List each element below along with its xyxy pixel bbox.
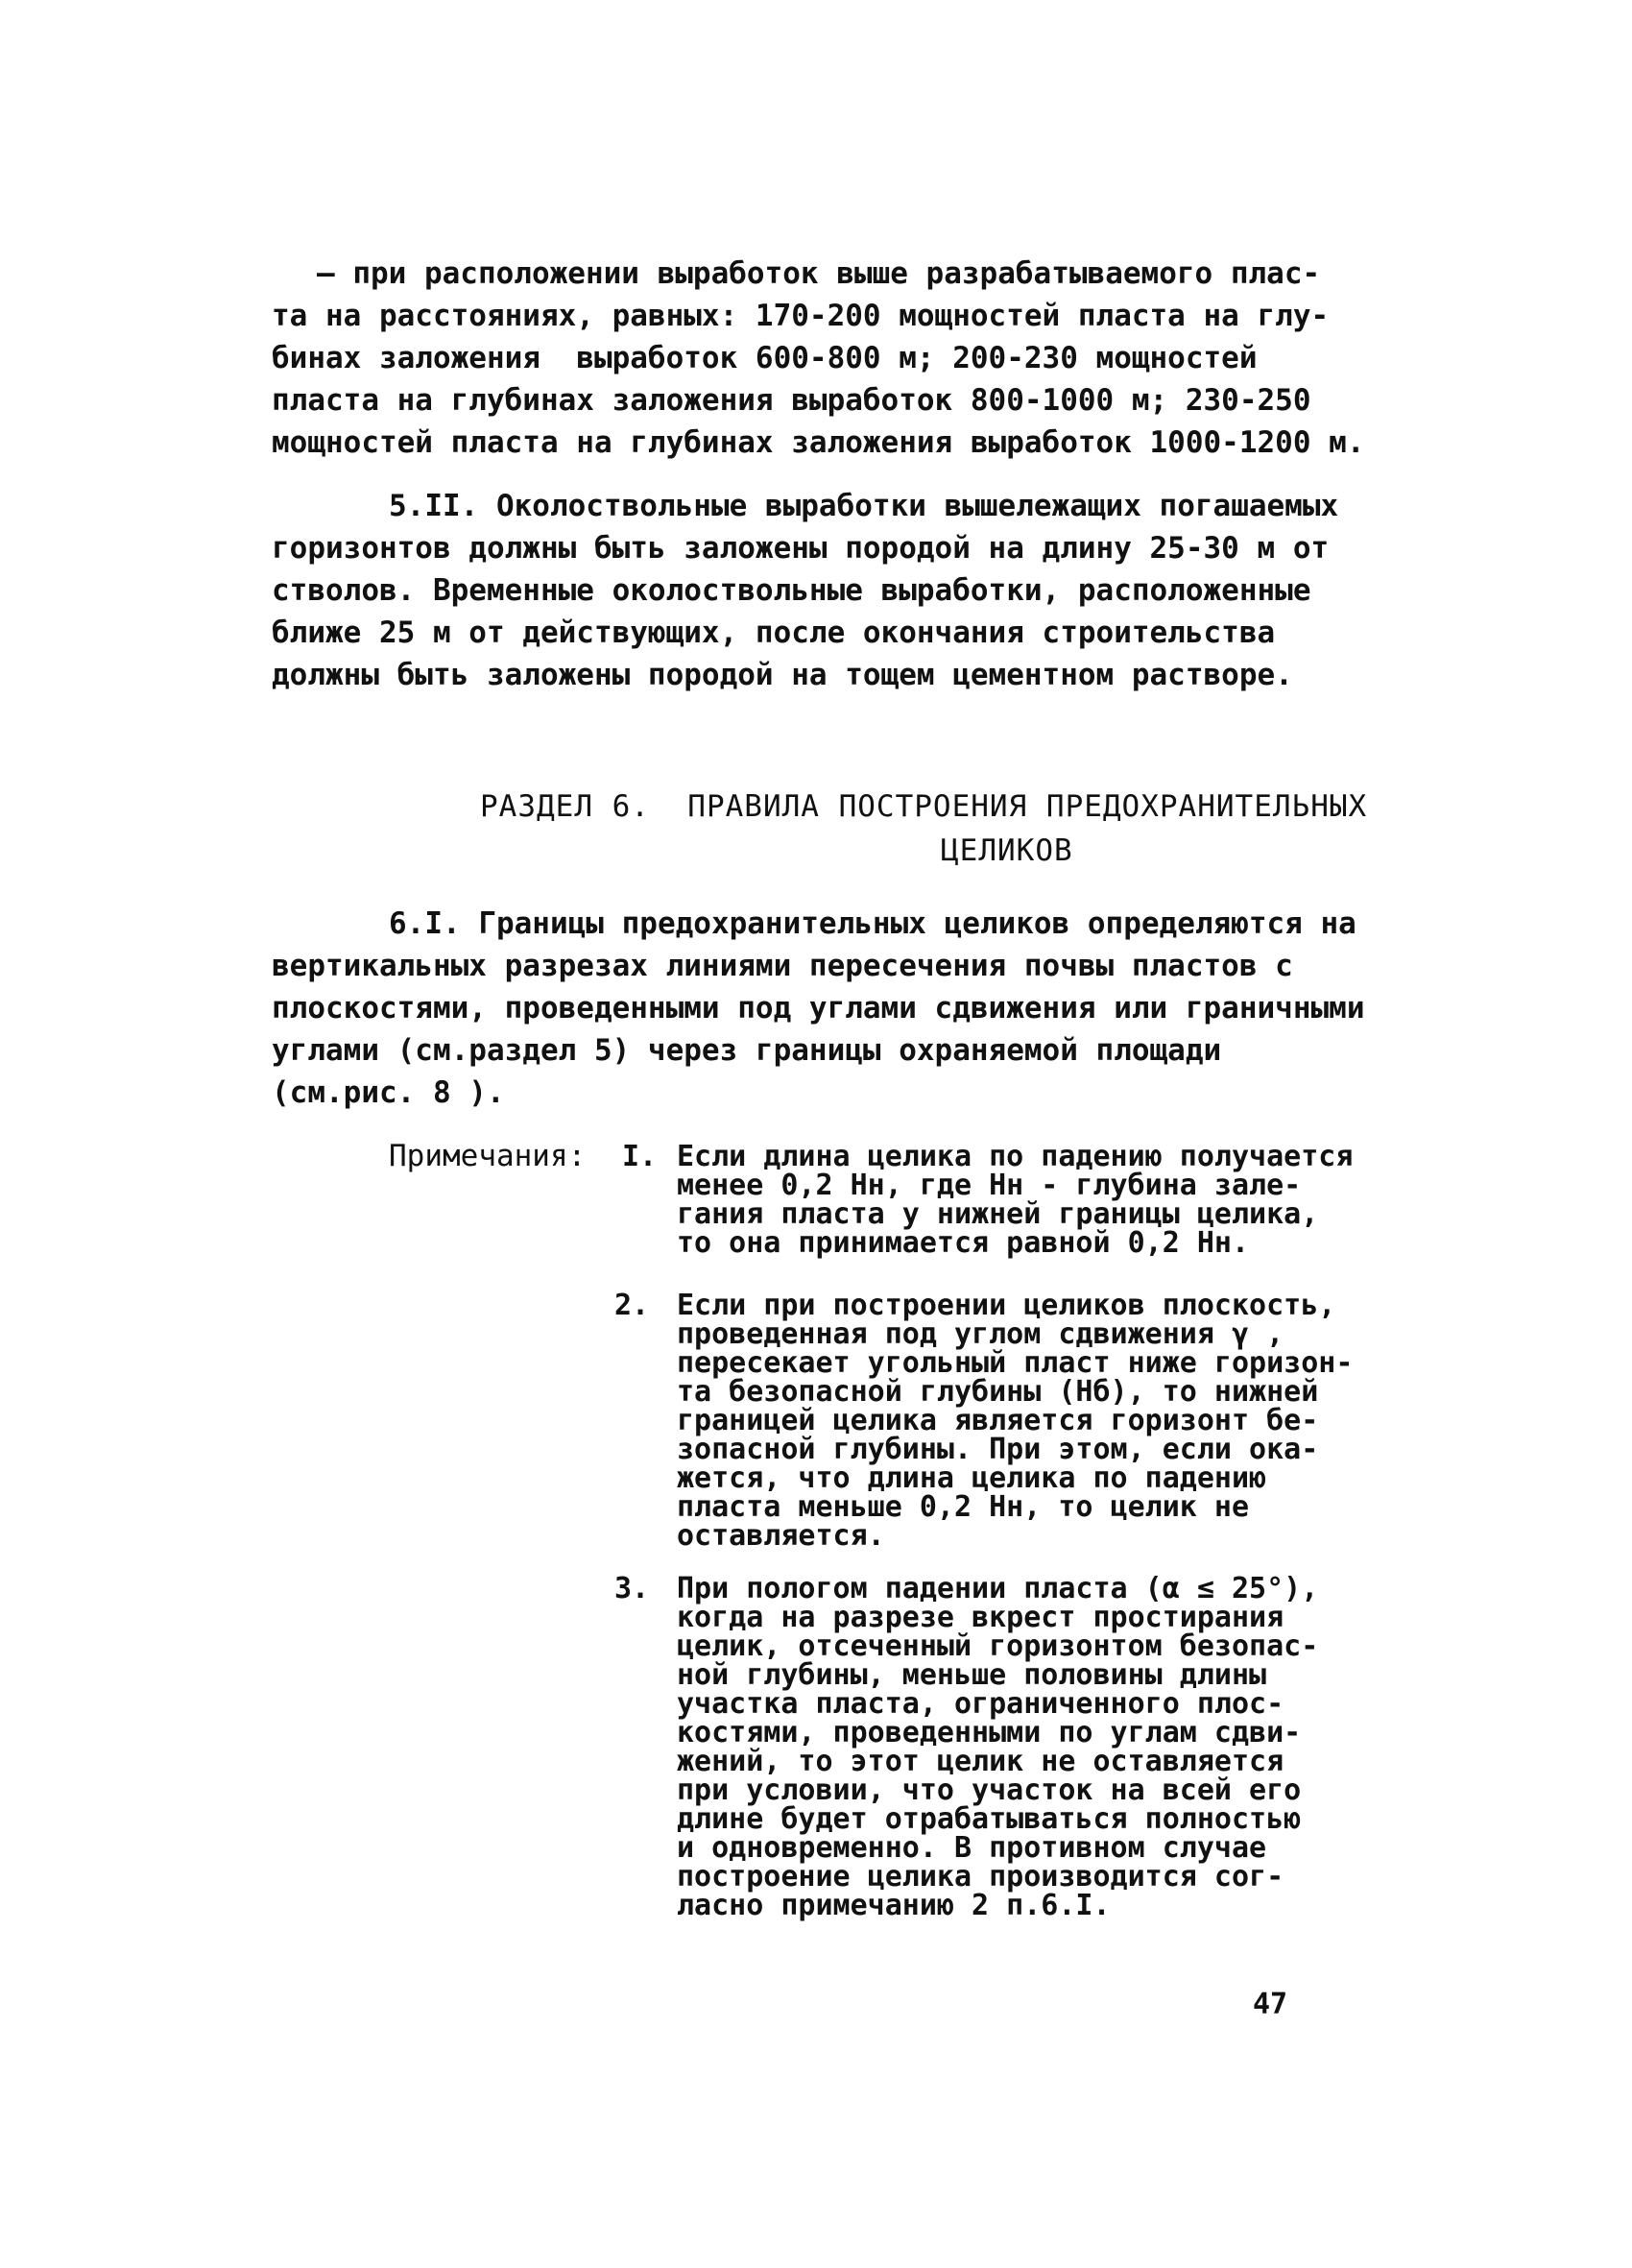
- note-line: целик, отсеченный горизонтом безопас-: [677, 1629, 1319, 1663]
- note-line: та безопасной глубины (Нб), то нижней: [677, 1375, 1319, 1409]
- note-line: проведенная под углом сдвижения γ ,: [677, 1317, 1284, 1351]
- note-line: оставляется.: [677, 1519, 885, 1553]
- note-number: 3.: [614, 1572, 650, 1605]
- section-title-line-2: ЦЕЛИКОВ: [941, 833, 1073, 868]
- note-line: костями, проведенными по углам сдви-: [677, 1716, 1302, 1749]
- note-line: при условии, что участок на всей его: [677, 1773, 1302, 1807]
- text-line: бинах заложения выработок 600-800 м; 200-230 мощностей: [272, 341, 1258, 375]
- text-line: горизонтов должны быть заложены породой на длину 25-30 м от: [272, 531, 1330, 566]
- text-line: плоскостями, проведенными под углами сдвижения или граничными: [272, 991, 1365, 1025]
- note-line: построение целика производится сог-: [677, 1860, 1284, 1894]
- text-line: ближе 25 м от действующих, после окончания строительства: [272, 615, 1276, 650]
- note-line: длине будет отрабатываться полностью: [677, 1802, 1302, 1836]
- note-number: I.: [622, 1140, 658, 1173]
- text-line: (см.рис. 8 ).: [272, 1075, 505, 1110]
- note-number: 2.: [614, 1289, 650, 1322]
- note-line: Если длина целика по падению получается: [677, 1140, 1354, 1173]
- note-line: жений, то этот целик не оставляется: [677, 1745, 1284, 1778]
- note-line: гания пласта у нижней границы целика,: [677, 1197, 1319, 1231]
- note-line: ной глубины, меньше половины длины: [677, 1658, 1267, 1692]
- note-line: границей целика является горизонт бе-: [677, 1404, 1319, 1437]
- text-line: вертикальных разрезах линиями пересечения почвы пластов с: [272, 949, 1293, 983]
- text-line: углами (см.раздел 5) через границы охраняемой площади: [272, 1033, 1222, 1068]
- note-line: Если при построении целиков плоскость,: [677, 1289, 1336, 1322]
- text-line: пласта на глубинах заложения выработок 800-1000 м; 230-250: [272, 383, 1311, 418]
- text-line: должны быть заложены породой на тощем цементном растворе.: [272, 658, 1293, 692]
- note-line: участка пласта, ограниченного плос-: [677, 1687, 1284, 1721]
- note-line: зопасной глубины. При этом, если ока-: [677, 1433, 1319, 1466]
- text-line: – при расположении выработок выше разрабатываемого плас-: [317, 256, 1321, 291]
- note-line: когда на разрезе вкрест простирания: [677, 1601, 1284, 1634]
- note-line: ласно примечанию 2 п.6.I.: [677, 1889, 1111, 1922]
- text-line: мощностей пласта на глубинах заложения выработок 1000-1200 м.: [272, 425, 1365, 460]
- note-line: менее 0,2 Нн, где Нн - глубина зале-: [677, 1169, 1302, 1202]
- notes-label: Примечания:: [389, 1139, 587, 1173]
- text-line: стволов. Временные околоствольные выработки, расположенные: [272, 573, 1311, 608]
- note-line: При пологом падении пласта (α ≤ 25°),: [677, 1572, 1319, 1605]
- note-line: пласта меньше 0,2 Нн, то целик не: [677, 1490, 1250, 1524]
- note-line: и одновременно. В противном случае: [677, 1831, 1267, 1865]
- page-number: 47: [1253, 1988, 1288, 2021]
- text-line: та на расстояниях, равных: 170-200 мощностей пласта на глу-: [272, 299, 1330, 333]
- text-line: 6.I. Границы предохранительных целиков определяются на: [389, 906, 1356, 941]
- note-line: пересекает угольный пласт ниже горизон-: [677, 1346, 1354, 1380]
- note-line: то она принимается равной 0,2 Нн.: [677, 1226, 1250, 1260]
- note-line: жется, что длина целика по падению: [677, 1461, 1267, 1495]
- text-line: 5.II. Околоствольные выработки вышележащих погашаемых: [389, 489, 1339, 523]
- section-title-line-1: РАЗДЕЛ 6. ПРАВИЛА ПОСТРОЕНИЯ ПРЕДОХРАНИТЕЛЬНЫХ: [480, 789, 1368, 824]
